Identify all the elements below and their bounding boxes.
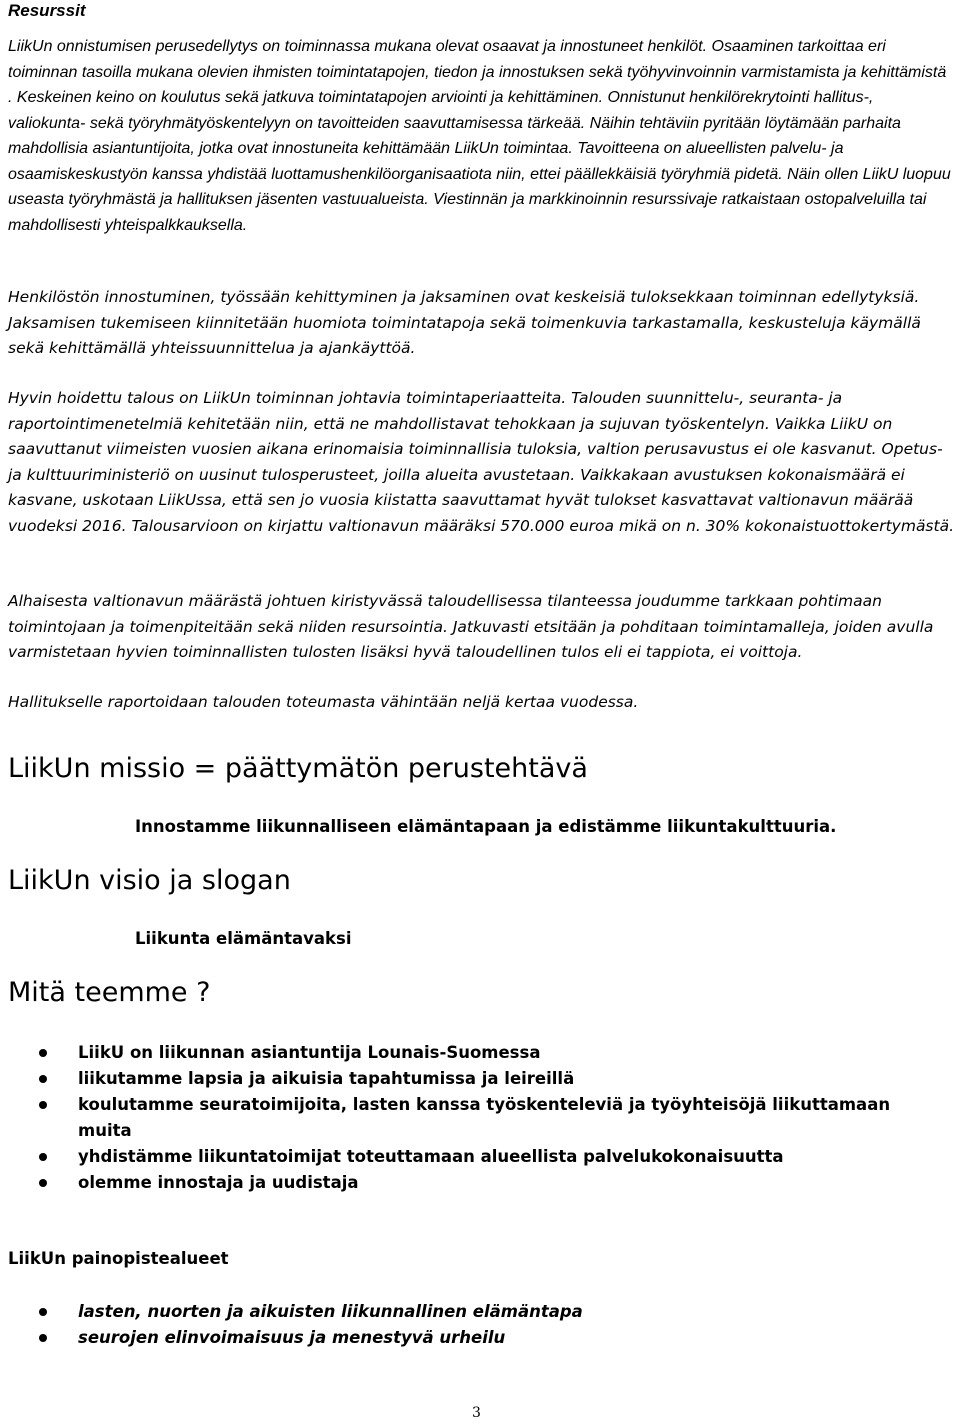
resources-heading: Resurssit bbox=[8, 1, 86, 20]
list-item: olemme innostaja ja uudistaja bbox=[8, 1170, 938, 1196]
focus-areas-list bbox=[8, 1299, 938, 1351]
what-we-do-heading: Mitä teemme ? bbox=[8, 977, 211, 1008]
mission-heading: LiikUn missio = päättymätön perustehtävä bbox=[8, 753, 588, 784]
list-item: lasten, nuorten ja aikuisten liikunnallinen elämäntapa bbox=[8, 1299, 938, 1325]
finance-paragraph: Hyvin hoidettu talous on LiikUn toiminnan johtavia toimintaperiaatteita. Talouden suunnittelu-, seuranta- ja raportointimenetelmiä kehitetään niin, että ne mahdollistavat tehokkaan ja sujuvan työskentelyn. Vaikka LiikU on saavuttanut viimeisten vuosien aikana erinomaisia toiminnallisia tuloksia, valtion perusavustus ei ole kasvanut. Opetus- ja kulttuuriministeriö on uusinut tulosperusteet, joilla alueita avustetaan. Vaikkakaan avustuksen kokonaismäärä ei kasvane, uskotaan LiikUssa, että sen jo vuosia kiistatta saavuttamat hyvät tulokset kasvattavat valtionavun määrää vuodeksi 2016. Talousarvioon on kirjattu valtionavun määräksi 570.000 euroa mikä on n. 30% kokonaistuottokertymästä. bbox=[8, 389, 955, 535]
mission-text: Innostamme liikunnalliseen elämäntapaan ja edistämme liikuntakulttuuria. bbox=[135, 817, 837, 836]
what-we-do-list bbox=[8, 1040, 938, 1196]
focus-areas-heading: LiikUn painopistealueet bbox=[8, 1249, 229, 1268]
list-item: yhdistämme liikuntatoimijat toteuttamaan alueellista palvelukokonaisuutta bbox=[8, 1144, 938, 1170]
list-item: koulutamme seuratoimijoita, lasten kanssa työskenteleviä ja työyhteisöjä liikuttamaan muita bbox=[8, 1092, 938, 1144]
reporting-paragraph: Hallitukselle raportoidaan talouden toteumasta vähintään neljä kertaa vuodessa. bbox=[8, 693, 639, 711]
state-aid-paragraph: Alhaisesta valtionavun määrästä johtuen kiristyvässä taloudellisessa tilanteessa joudumme tarkkaan pohtimaan toimintojaan ja toimenpiteitään sekä niiden resursointia. Jatkuvasti etsitään ja pohditaan toimintamalleja, joiden avulla varmistetaan hyvien toiminnallisten tulosten lisäksi hyvä taloudellinen tulos eli ei tappiota, ei voittoja. bbox=[8, 592, 934, 661]
list-item: LiikU on liikunnan asiantuntija Lounais-Suomessa bbox=[8, 1040, 938, 1066]
resources-paragraph: LiikUn onnistumisen perusedellytys on toiminnassa mukana olevat osaavat ja innostuneet henkilöt. Osaaminen tarkoittaa eri toiminnan tasoilla mukana olevien ihmisten toimintatapojen, tiedon ja innostuksen sekä työhyvinvoinnin varmistamista ja kehittämistä . Keskeinen keino on koulutus sekä jatkuva toimintatapojen arviointi ja kehittäminen. Onnistunut henkilörekrytointi hallitus-, valiokunta- sekä työryhmätyöskentelyyn on tavoitteiden saavuttamisessa tärkeää. Näihin tehtäviin pyritään löytämään parhaita mahdollisia asiantuntijoita, jotka ovat innostuneita kehittämään LiikUn toimintaa. Tavoitteena on alueellisten palvelu- ja osaamiskeskustyön kanssa yhdistää luottamushenkilöorganisaatiota niin, ettei päällekkäisiä työryhmiä pidetä. Näin ollen LiikU luopuu useasta työryhmästä ja hallituksen jäsenten vastuualueista. Viestinnän ja markkinoinnin resurssivaje ratkaistaan ostopalveluilla tai mahdollisesti yhteispalkkauksella. bbox=[8, 38, 951, 234]
vision-heading: LiikUn visio ja slogan bbox=[8, 865, 291, 896]
page-number: 3 bbox=[472, 1405, 481, 1421]
staff-paragraph: Henkilöstön innostuminen, työssään kehittyminen ja jaksaminen ovat keskeisiä tuloksekkaan toiminnan edellytyksiä. Jaksamisen tukemiseen kiinnitetään huomiota toimintatapoja sekä toimenkuvia tarkastamalla, keskusteluja käymällä sekä kehittämällä yhteissuunnittelua ja ajankäyttöä. bbox=[8, 288, 921, 357]
list-item: liikutamme lapsia ja aikuisia tapahtumissa ja leireillä bbox=[8, 1066, 938, 1092]
list-item: seurojen elinvoimaisuus ja menestyvä urheilu bbox=[8, 1325, 938, 1351]
vision-text: Liikunta elämäntavaksi bbox=[135, 929, 352, 948]
